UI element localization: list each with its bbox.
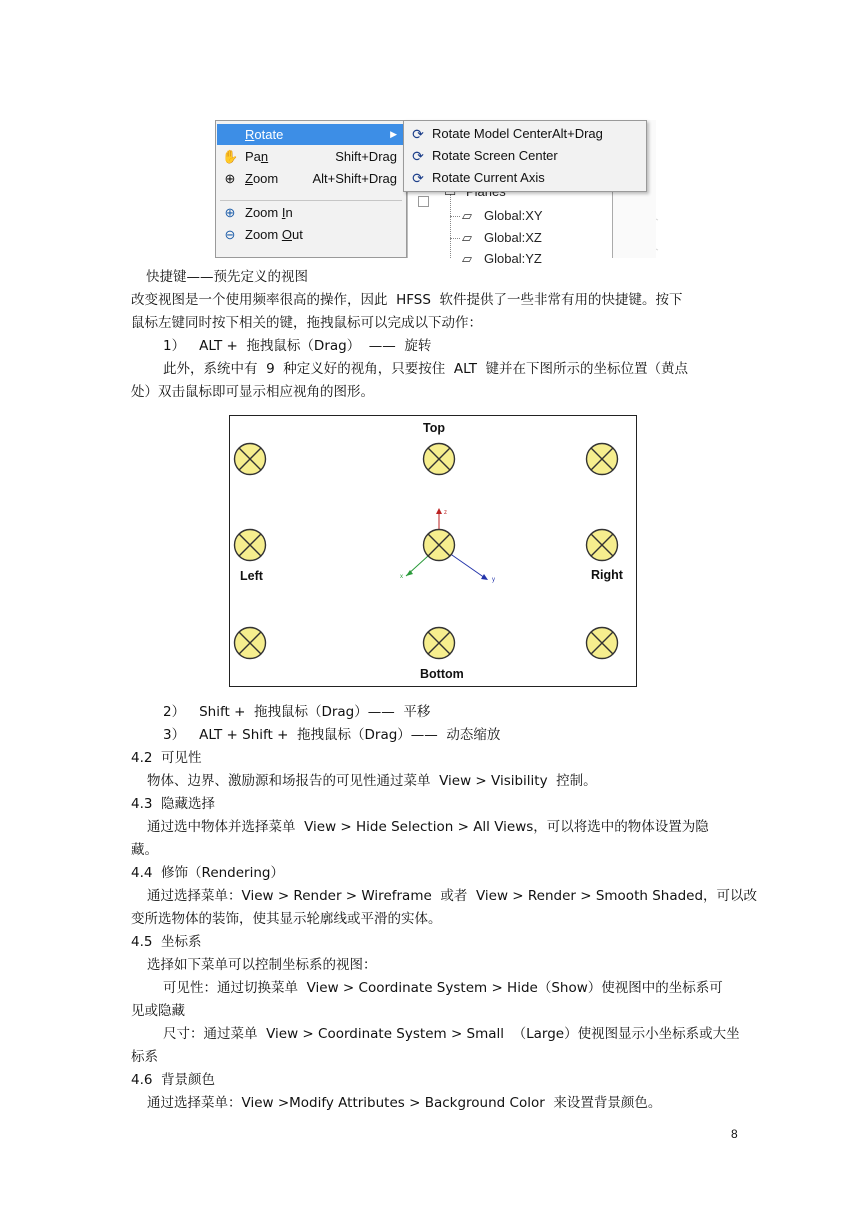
section-heading-4-6: 4.6 背景颜色 [131, 1072, 216, 1088]
label-top: Top [423, 421, 445, 435]
menu-item-zoom[interactable]: ⊕ Zoom Alt+Shift+Drag [217, 168, 405, 189]
paragraph-line: 此外，系统中有 9 种定义好的视角，只要按住 ALT 键并在下图所示的坐标位置（黄点 [163, 361, 689, 377]
label-left: Left [240, 569, 263, 583]
paragraph-line: 可见性：通过切换菜单 View > Coordinate System > Hide（Show）使视图中的坐标系可 [163, 980, 723, 996]
view-dot-top-right[interactable] [585, 442, 619, 476]
rotate-axis-icon: ⟳ [412, 170, 424, 186]
view-dot-bottom-right[interactable] [585, 626, 619, 660]
context-menu [215, 120, 407, 258]
view-orientation-diagram [229, 415, 637, 687]
list-item-3: 3） ALT + Shift + 拖拽鼠标（Drag）—— 动态缩放 [163, 727, 501, 743]
menu-item-zoom-out[interactable]: ⊖ Zoom Out [217, 224, 405, 245]
axis-x-label: x [400, 574, 403, 580]
submenu-item-rotate-model-center[interactable]: ⟳ Rotate Model CenterAlt+Drag [404, 123, 644, 145]
menu-screenshot [215, 120, 655, 266]
tree-item-global-xy: ▱ Global:XY [462, 206, 543, 226]
axis-y-label: y [492, 577, 495, 583]
tree-dash [450, 216, 460, 217]
menu-separator [220, 200, 402, 201]
paragraph-line: 改变视图是一个使用频率很高的操作，因此 HFSS 软件提供了一些非常有用的快捷键。按下 [131, 292, 683, 308]
paragraph-line: 尺寸：通过菜单 View > Coordinate System > Small （Large）使视图显示小坐标系或大坐 [163, 1026, 740, 1042]
rotate-submenu [403, 120, 647, 192]
section-heading-4-2: 4.2 可见性 [131, 750, 202, 766]
paragraph-line: 物体、边界、激励源和场报告的可见性通过菜单 View > Visibility 控制。 [147, 773, 597, 789]
heading-shortcuts: 快捷键——预先定义的视图 [146, 269, 308, 285]
section-heading-4-5: 4.5 坐标系 [131, 934, 202, 950]
section-heading-4-4: 4.4 修饰（Rendering） [131, 865, 284, 881]
menu-item-rotate[interactable]: Rotate ▶ [217, 124, 405, 145]
tree-item-global-yz: ▱ Global:YZ [462, 249, 542, 269]
view-dot-bottom[interactable] [422, 626, 456, 660]
view-dot-top-left[interactable] [233, 442, 267, 476]
view-dot-top[interactable] [422, 442, 456, 476]
hand-icon: ✋ [222, 149, 239, 164]
page-number: 8 [731, 1127, 738, 1141]
rotate-model-icon: ⟳ [412, 126, 424, 142]
axis-z-label: z [444, 510, 447, 516]
zoom-out-icon: ⊖ [224, 227, 236, 242]
submenu-arrow-icon: ▶ [390, 129, 397, 139]
view-dot-left[interactable] [233, 528, 267, 562]
menu-item-zoom-in[interactable]: ⊕ Zoom In [217, 202, 405, 223]
paragraph-line: 标系 [131, 1049, 158, 1065]
tree-line [450, 194, 451, 258]
paragraph-line: 鼠标左键同时按下相关的键，拖拽鼠标可以完成以下动作： [131, 315, 482, 331]
plane-icon: ▱ [462, 230, 472, 245]
submenu-item-rotate-screen-center[interactable]: ⟳ Rotate Screen Center [404, 145, 644, 167]
paragraph-line: 通过选择菜单：View >Modify Attributes > Background Color 来设置背景颜色。 [147, 1095, 662, 1111]
menu-item-pan[interactable]: ✋ Pan Shift+Drag [217, 146, 405, 167]
paragraph-line: 变所选物体的装饰，使其显示轮廓线或平滑的实体。 [131, 911, 442, 927]
zoom-icon: ⊕ [224, 171, 236, 186]
plane-icon: ▱ [462, 208, 472, 223]
paragraph-line: 藏。 [131, 842, 158, 858]
paragraph-line: 见或隐藏 [131, 1003, 185, 1019]
label-right: Right [591, 568, 623, 582]
view-dot-center[interactable] [422, 528, 456, 562]
tree-expander [418, 196, 429, 207]
list-item-1: 1） ALT + 拖拽鼠标（Drag） —— 旋转 [163, 338, 432, 354]
paragraph-line: 通过选择菜单：View > Render > Wireframe 或者 View > Render > Smooth Shaded，可以改 [147, 888, 758, 904]
zoom-in-icon: ⊕ [224, 205, 236, 220]
list-item-2: 2） Shift + 拖拽鼠标（Drag）—— 平移 [163, 704, 431, 720]
submenu-item-rotate-current-axis[interactable]: ⟳ Rotate Current Axis [404, 167, 644, 189]
rotate-screen-icon: ⟳ [412, 148, 424, 164]
section-heading-4-3: 4.3 隐藏选择 [131, 796, 216, 812]
paragraph-line: 通过选中物体并选择菜单 View > Hide Selection > All Views，可以将选中的物体设置为隐 [147, 819, 709, 835]
plane-icon: ▱ [462, 251, 472, 266]
view-dot-right[interactable] [585, 528, 619, 562]
view-dot-bottom-left[interactable] [233, 626, 267, 660]
paragraph-line: 处）双击鼠标即可显示相应视角的图形。 [131, 384, 374, 400]
tree-item-global-xz: ▱ Global:XZ [462, 228, 542, 248]
label-bottom: Bottom [420, 667, 464, 681]
tree-dash [450, 238, 460, 239]
paragraph-line: 选择如下菜单可以控制坐标系的视图： [147, 957, 377, 973]
